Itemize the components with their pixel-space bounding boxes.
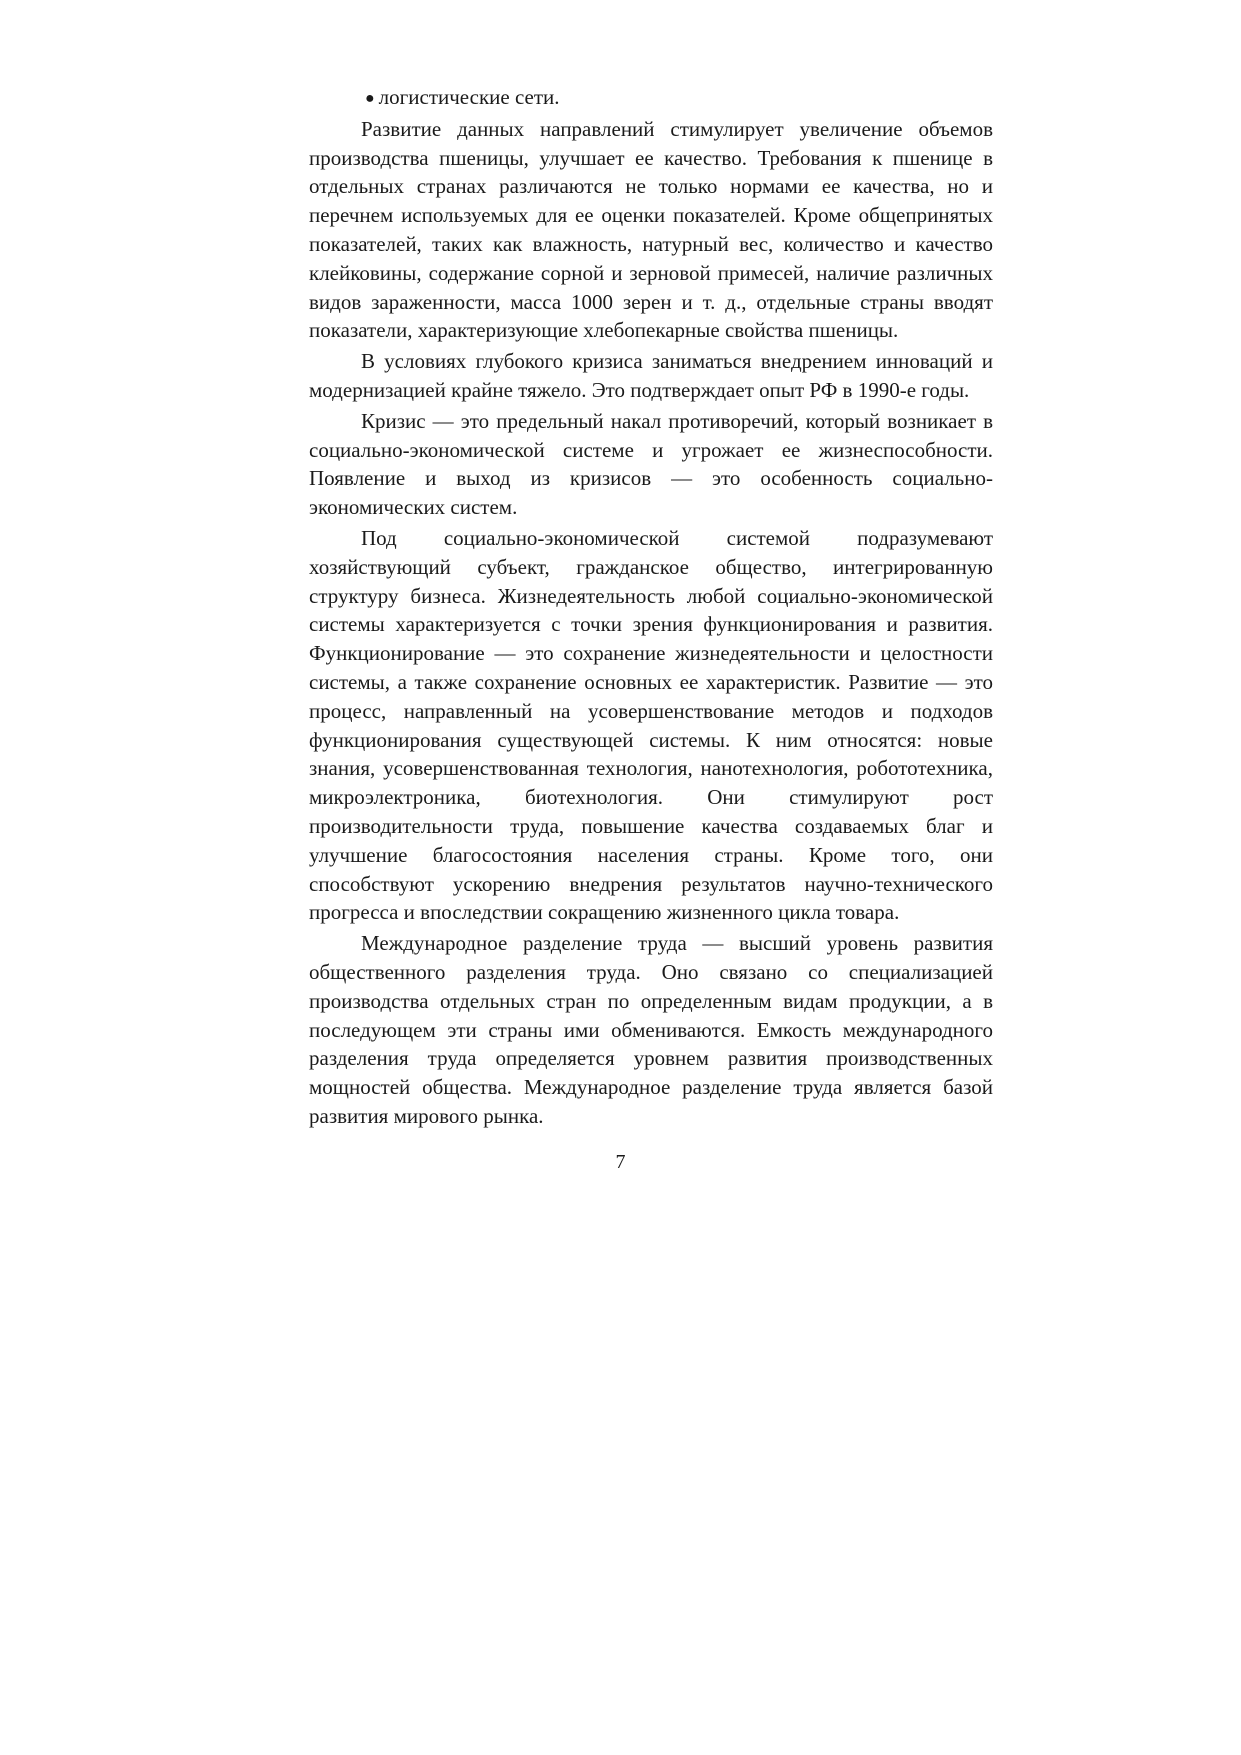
- bullet-item: [309, 83, 993, 115]
- paragraph-socioeconomic-system: Под социально-экономической системой подразумевают хозяйствующий субъект, гражданское общество, интегрированную структуру бизнеса. Жизнедеятельность любой социально-экономической системы характеризуется с точки зрения функционирования и развития. Функционирование — это сохранение жизнедеятельности и целостности системы, а также сохранение основных ее характеристик. Развитие — это процесс, направленный на усовершенствование методов и подходов функционирования существующей системы. К ним относятся: новые знания, усовершенствованная технология, нанотехнология, робототехника, микроэлектроника, биотехнология. Они стимулируют рост производительности труда, повышение качества создаваемых благ и улучшение благосостояния населения страны. Кроме того, они способствуют ускорению внедрения результатов научно-технического прогресса и впоследствии сокращению жизненного цикла товара.: [309, 525, 993, 925]
- paragraph-international-division-of-labor: Международное разделение труда — высший уровень развития общественного разделения труда. Оно связано со специализацией производства отдельных стран по определенным видам продукции, а в последующем эти страны ими обмениваются. Емкость международного разделения труда определяется уровнем развития производственных мощностей общества. Международное разделение труда является базой развития мирового рынка.: [309, 931, 993, 1128]
- bullet-item-text: логистические сети.: [378, 85, 560, 109]
- paragraph-wheat-requirements: Развитие данных направлений стимулирует увеличение объемов производства пшеницы, улучшает ее качество. Требования к пшенице в отдельных странах различаются не только нормами ее качества, но и перечнем используемых для ее оценки показателей. Кроме общепринятых показателей, таких как влажность, натурный вес, количество и качество клейковины, содержание сорной и зерновой примесей, наличие различных видов зараженности, масса 1000 зерен и т. д., отдельные страны вводят показатели, характеризующие хлебопекарные свойства пшеницы.: [309, 116, 993, 343]
- paragraph-crisis-innovation: В условиях глубокого кризиса заниматься внедрением инноваций и модернизацией крайне тяжело. Это подтверждает опыт РФ в 1990-е годы.: [309, 349, 993, 402]
- paragraph-crisis-definition: Кризис — это предельный накал противоречий, который возникает в социально-экономической системе и угрожает ее жизнеспособности. Появление и выход из кризисов — это особенность социально-экономических систем.: [309, 408, 993, 520]
- bullet-icon: ●: [365, 90, 375, 107]
- page-number: 7: [615, 1151, 626, 1173]
- body-text: [309, 83, 993, 1131]
